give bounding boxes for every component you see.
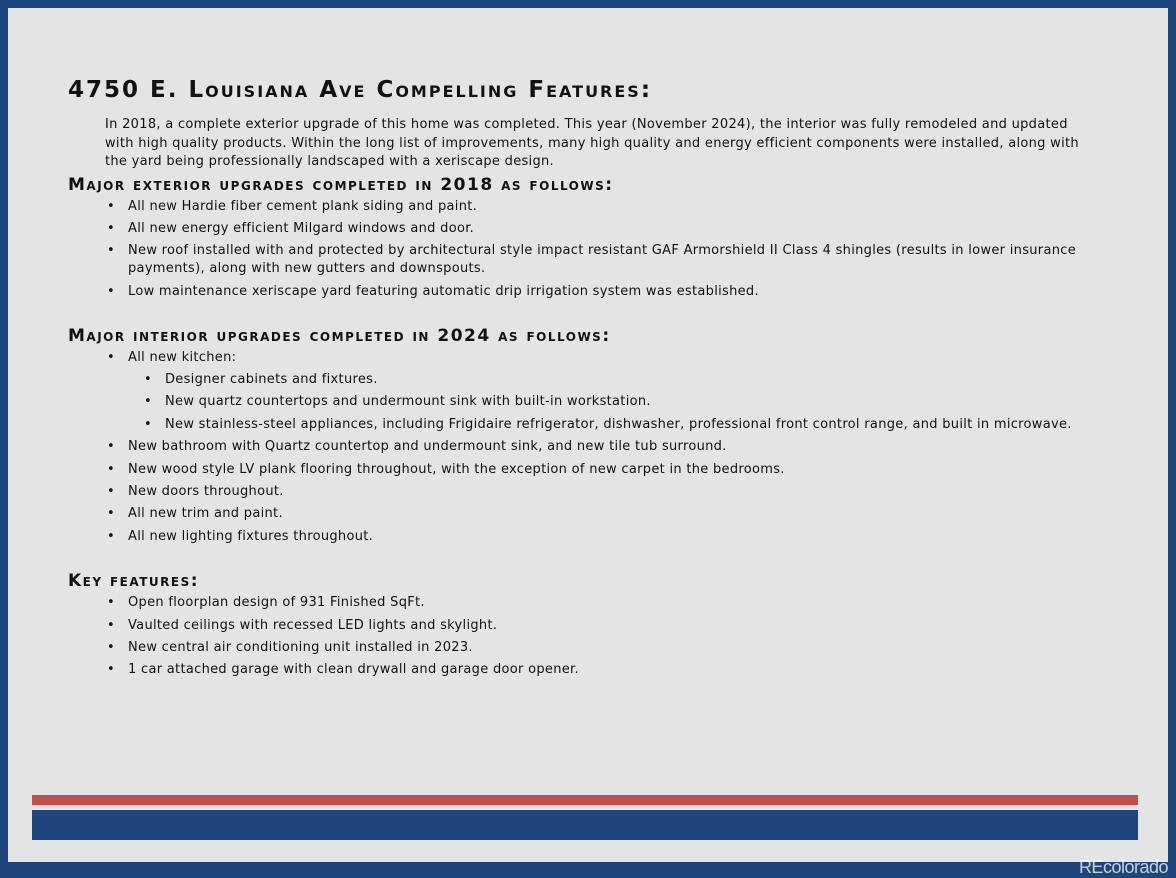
list-item: • Open floorplan design of 931 Finished SqFt. <box>128 594 1088 612</box>
page-title: 4750 E. Louisiana Ave Compelling Features: <box>68 77 653 103</box>
list-item: • Vaulted ceilings with recessed LED lights and skylight. <box>128 617 1088 635</box>
exterior-heading: Major exterior upgrades completed in 2018 as follows: <box>68 174 614 195</box>
list-item: • New quartz countertops and undermount sink with built-in workstation. <box>165 393 1088 411</box>
kitchen-sublist <box>128 371 1088 434</box>
list-item: • New central air conditioning unit installed in 2023. <box>128 639 1088 657</box>
list-item: • All new Hardie fiber cement plank siding and paint. <box>128 198 1088 216</box>
list-item: • 1 car attached garage with clean drywall and garage door opener. <box>128 661 1088 679</box>
list-item: • All new trim and paint. <box>128 505 1088 523</box>
key-features-list <box>68 594 1088 679</box>
list-item: • All new energy efficient Milgard windows and door. <box>128 220 1088 238</box>
footer-blue-bar <box>32 810 1138 840</box>
list-item: • Designer cabinets and fixtures. <box>165 371 1088 389</box>
list-item: • New bathroom with Quartz countertop and undermount sink, and new tile tub surround. <box>128 438 1088 456</box>
list-item: • New stainless-steel appliances, including Frigidaire refrigerator, dishwasher, professional front control range, and built in microwave. <box>165 416 1088 434</box>
document-content <box>68 74 1088 684</box>
key-features-heading: Key features: <box>68 571 200 592</box>
list-item: • Low maintenance xeriscape yard featuring automatic drip irrigation system was established. <box>128 283 1088 301</box>
interior-list <box>68 349 1088 546</box>
list-item: • All new lighting fixtures throughout. <box>128 528 1088 546</box>
list-item: • New wood style LV plank flooring throughout, with the exception of new carpet in the bedrooms. <box>128 461 1088 479</box>
kitchen-label: All new kitchen: <box>128 350 237 366</box>
interior-heading: Major interior upgrades completed in 2024 as follows: <box>68 326 611 347</box>
watermark: REcolorado <box>1078 857 1168 877</box>
footer-red-stripe <box>32 795 1138 805</box>
intro-paragraph: In 2018, a complete exterior upgrade of this home was completed. This year (November 2024), the interior was fully remodeled and updated with high quality products. Within the long list of improvements, many high quality and energy efficient components were installed, along with the yard being professionally landscaped with a xeriscape design. <box>105 117 1079 169</box>
list-item: • New roof installed with and protected by architectural style impact resistant GAF Armorshield II Class 4 shingles (results in lower insurance payments), along with new gutters and downspouts. <box>128 242 1088 278</box>
list-item: • New doors throughout. <box>128 483 1088 501</box>
exterior-list <box>68 198 1088 301</box>
list-item-kitchen <box>128 349 1088 434</box>
